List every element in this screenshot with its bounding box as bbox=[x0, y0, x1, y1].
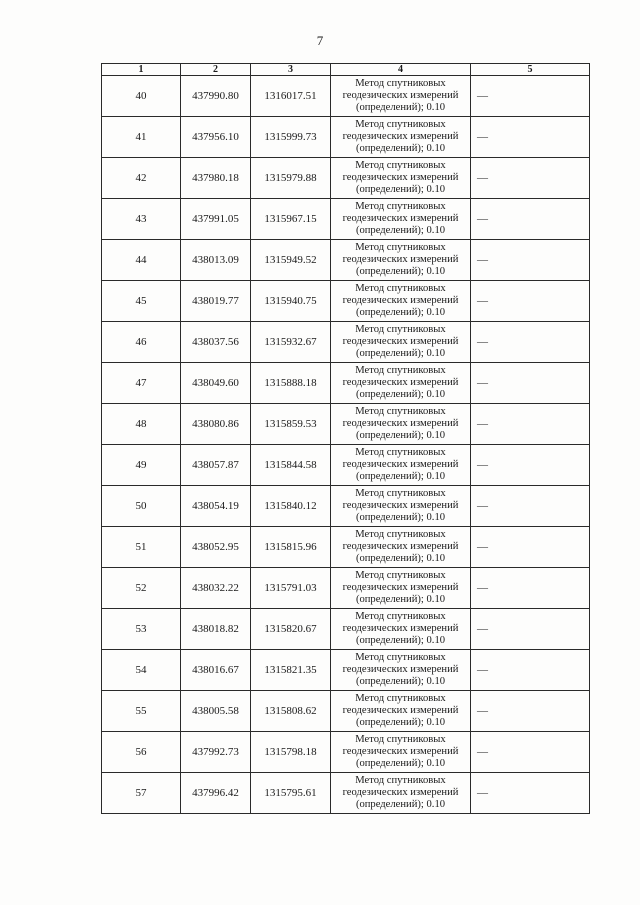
y-coordinate-cell: 1315820.67 bbox=[251, 609, 331, 650]
method-cell bbox=[331, 609, 471, 650]
method-line: (определений); 0.10 bbox=[355, 225, 446, 237]
y-coordinate-cell: 1315967.15 bbox=[251, 199, 331, 240]
x-coordinate-cell: 438013.09 bbox=[181, 240, 251, 281]
y-coordinate-cell: 1315815.96 bbox=[251, 527, 331, 568]
column-5-cell: — bbox=[471, 486, 590, 527]
method-cell bbox=[331, 691, 471, 732]
method-line: Метод спутниковых bbox=[355, 569, 446, 581]
y-coordinate-cell: 1315821.35 bbox=[251, 650, 331, 691]
x-coordinate-cell: 438080.86 bbox=[181, 404, 251, 445]
table-row bbox=[102, 650, 590, 691]
point-number-cell: 54 bbox=[102, 650, 181, 691]
method-line: Метод спутниковых bbox=[355, 241, 446, 253]
method-line: Метод спутниковых bbox=[355, 528, 446, 540]
header-col-3: 3 bbox=[251, 64, 331, 76]
method-line: Метод спутниковых bbox=[355, 692, 446, 704]
method-cell bbox=[331, 650, 471, 691]
method-line: Метод спутниковых bbox=[355, 446, 446, 458]
point-number-cell: 45 bbox=[102, 281, 181, 322]
y-coordinate-cell: 1315999.73 bbox=[251, 117, 331, 158]
method-line: Метод спутниковых bbox=[355, 77, 446, 89]
x-coordinate-cell: 438019.77 bbox=[181, 281, 251, 322]
point-number-cell: 41 bbox=[102, 117, 181, 158]
method-cell bbox=[331, 240, 471, 281]
point-number-cell: 51 bbox=[102, 527, 181, 568]
method-cell bbox=[331, 568, 471, 609]
page-number: 7 bbox=[316, 33, 324, 48]
table-row bbox=[102, 76, 590, 117]
method-cell bbox=[331, 76, 471, 117]
point-number-cell: 46 bbox=[102, 322, 181, 363]
method-line: Метод спутниковых bbox=[355, 282, 446, 294]
table-row bbox=[102, 117, 590, 158]
table-row bbox=[102, 363, 590, 404]
method-line: (определений); 0.10 bbox=[355, 307, 446, 319]
x-coordinate-cell: 437996.42 bbox=[181, 773, 251, 814]
table-row bbox=[102, 773, 590, 814]
column-5-cell: — bbox=[471, 691, 590, 732]
method-line: геодезических измерений bbox=[342, 540, 459, 552]
column-5-cell: — bbox=[471, 568, 590, 609]
table-row bbox=[102, 609, 590, 650]
method-line: (определений); 0.10 bbox=[355, 266, 446, 278]
method-line: геодезических измерений bbox=[342, 458, 459, 470]
column-5-cell: — bbox=[471, 404, 590, 445]
table-row bbox=[102, 527, 590, 568]
point-number-cell: 56 bbox=[102, 732, 181, 773]
y-coordinate-cell: 1315888.18 bbox=[251, 363, 331, 404]
method-line: геодезических измерений bbox=[342, 581, 459, 593]
method-line: геодезических измерений bbox=[342, 376, 459, 388]
method-cell bbox=[331, 527, 471, 568]
method-line: (определений); 0.10 bbox=[355, 471, 446, 483]
point-number-cell: 52 bbox=[102, 568, 181, 609]
method-line: (определений); 0.10 bbox=[355, 717, 446, 729]
method-cell bbox=[331, 732, 471, 773]
y-coordinate-cell: 1315795.61 bbox=[251, 773, 331, 814]
method-line: геодезических измерений bbox=[342, 294, 459, 306]
column-5-cell: — bbox=[471, 445, 590, 486]
table-row bbox=[102, 691, 590, 732]
point-number-cell: 50 bbox=[102, 486, 181, 527]
method-cell bbox=[331, 117, 471, 158]
x-coordinate-cell: 438018.82 bbox=[181, 609, 251, 650]
x-coordinate-cell: 437956.10 bbox=[181, 117, 251, 158]
y-coordinate-cell: 1315932.67 bbox=[251, 322, 331, 363]
point-number-cell: 47 bbox=[102, 363, 181, 404]
method-cell bbox=[331, 486, 471, 527]
y-coordinate-cell: 1315791.03 bbox=[251, 568, 331, 609]
table-row bbox=[102, 158, 590, 199]
method-line: Метод спутниковых bbox=[355, 651, 446, 663]
column-5-cell: — bbox=[471, 322, 590, 363]
column-5-cell: — bbox=[471, 773, 590, 814]
x-coordinate-cell: 438032.22 bbox=[181, 568, 251, 609]
method-cell bbox=[331, 445, 471, 486]
method-line: (определений); 0.10 bbox=[355, 389, 446, 401]
x-coordinate-cell: 438054.19 bbox=[181, 486, 251, 527]
method-line: (определений); 0.10 bbox=[355, 143, 446, 155]
method-line: (определений); 0.10 bbox=[355, 676, 446, 688]
method-line: геодезических измерений bbox=[342, 335, 459, 347]
column-5-cell: — bbox=[471, 240, 590, 281]
method-line: геодезических измерений bbox=[342, 253, 459, 265]
point-number-cell: 42 bbox=[102, 158, 181, 199]
method-line: Метод спутниковых bbox=[355, 405, 446, 417]
method-line: геодезических измерений bbox=[342, 417, 459, 429]
y-coordinate-cell: 1315859.53 bbox=[251, 404, 331, 445]
method-line: геодезических измерений bbox=[342, 212, 459, 224]
y-coordinate-cell: 1316017.51 bbox=[251, 76, 331, 117]
method-line: геодезических измерений bbox=[342, 745, 459, 757]
method-line: Метод спутниковых bbox=[355, 610, 446, 622]
x-coordinate-cell: 438037.56 bbox=[181, 322, 251, 363]
column-5-cell: — bbox=[471, 363, 590, 404]
y-coordinate-cell: 1315949.52 bbox=[251, 240, 331, 281]
method-line: Метод спутниковых bbox=[355, 159, 446, 171]
table-row bbox=[102, 568, 590, 609]
x-coordinate-cell: 438052.95 bbox=[181, 527, 251, 568]
method-line: геодезических измерений bbox=[342, 786, 459, 798]
point-number-cell: 48 bbox=[102, 404, 181, 445]
y-coordinate-cell: 1315808.62 bbox=[251, 691, 331, 732]
method-line: геодезических измерений bbox=[342, 130, 459, 142]
column-5-cell: — bbox=[471, 76, 590, 117]
method-line: Метод спутниковых bbox=[355, 323, 446, 335]
method-line: (определений); 0.10 bbox=[355, 184, 446, 196]
method-line: Метод спутниковых bbox=[355, 733, 446, 745]
x-coordinate-cell: 438049.60 bbox=[181, 363, 251, 404]
method-cell bbox=[331, 404, 471, 445]
method-cell bbox=[331, 281, 471, 322]
method-line: (определений); 0.10 bbox=[355, 348, 446, 360]
x-coordinate-cell: 437992.73 bbox=[181, 732, 251, 773]
x-coordinate-cell: 438016.67 bbox=[181, 650, 251, 691]
x-coordinate-cell: 438005.58 bbox=[181, 691, 251, 732]
point-number-cell: 43 bbox=[102, 199, 181, 240]
method-cell bbox=[331, 158, 471, 199]
method-line: геодезических измерений bbox=[342, 499, 459, 511]
method-cell bbox=[331, 199, 471, 240]
method-cell bbox=[331, 363, 471, 404]
table-row bbox=[102, 281, 590, 322]
x-coordinate-cell: 438057.87 bbox=[181, 445, 251, 486]
table-header-row bbox=[102, 64, 590, 76]
point-number-cell: 53 bbox=[102, 609, 181, 650]
table-row bbox=[102, 404, 590, 445]
table-row bbox=[102, 240, 590, 281]
point-number-cell: 49 bbox=[102, 445, 181, 486]
column-5-cell: — bbox=[471, 281, 590, 322]
y-coordinate-cell: 1315940.75 bbox=[251, 281, 331, 322]
method-line: геодезических измерений bbox=[342, 171, 459, 183]
column-5-cell: — bbox=[471, 650, 590, 691]
point-number-cell: 55 bbox=[102, 691, 181, 732]
method-line: (определений); 0.10 bbox=[355, 553, 446, 565]
method-line: (определений); 0.10 bbox=[355, 635, 446, 647]
table-row bbox=[102, 732, 590, 773]
point-number-cell: 40 bbox=[102, 76, 181, 117]
header-col-1: 1 bbox=[102, 64, 181, 76]
method-cell bbox=[331, 322, 471, 363]
table-row bbox=[102, 199, 590, 240]
header-col-5: 5 bbox=[471, 64, 590, 76]
table-row bbox=[102, 486, 590, 527]
method-line: Метод спутниковых bbox=[355, 200, 446, 212]
method-line: Метод спутниковых bbox=[355, 364, 446, 376]
coordinates-table bbox=[101, 63, 590, 814]
header-col-2: 2 bbox=[181, 64, 251, 76]
column-5-cell: — bbox=[471, 732, 590, 773]
column-5-cell: — bbox=[471, 158, 590, 199]
method-line: (определений); 0.10 bbox=[355, 512, 446, 524]
column-5-cell: — bbox=[471, 199, 590, 240]
x-coordinate-cell: 437980.18 bbox=[181, 158, 251, 199]
y-coordinate-cell: 1315840.12 bbox=[251, 486, 331, 527]
x-coordinate-cell: 437991.05 bbox=[181, 199, 251, 240]
method-line: геодезических измерений bbox=[342, 704, 459, 716]
method-line: (определений); 0.10 bbox=[355, 594, 446, 606]
y-coordinate-cell: 1315798.18 bbox=[251, 732, 331, 773]
table-row bbox=[102, 445, 590, 486]
y-coordinate-cell: 1315979.88 bbox=[251, 158, 331, 199]
point-number-cell: 44 bbox=[102, 240, 181, 281]
method-line: (определений); 0.10 bbox=[355, 758, 446, 770]
method-line: (определений); 0.10 bbox=[355, 102, 446, 114]
method-line: (определений); 0.10 bbox=[355, 799, 446, 811]
method-line: геодезических измерений bbox=[342, 89, 459, 101]
column-5-cell: — bbox=[471, 117, 590, 158]
x-coordinate-cell: 437990.80 bbox=[181, 76, 251, 117]
method-line: (определений); 0.10 bbox=[355, 430, 446, 442]
method-line: геодезических измерений bbox=[342, 622, 459, 634]
header-col-4: 4 bbox=[331, 64, 471, 76]
method-line: Метод спутниковых bbox=[355, 487, 446, 499]
method-cell bbox=[331, 773, 471, 814]
point-number-cell: 57 bbox=[102, 773, 181, 814]
y-coordinate-cell: 1315844.58 bbox=[251, 445, 331, 486]
method-line: Метод спутниковых bbox=[355, 118, 446, 130]
column-5-cell: — bbox=[471, 527, 590, 568]
method-line: геодезических измерений bbox=[342, 663, 459, 675]
table-row bbox=[102, 322, 590, 363]
method-line: Метод спутниковых bbox=[355, 774, 446, 786]
table-body bbox=[102, 76, 590, 814]
column-5-cell: — bbox=[471, 609, 590, 650]
